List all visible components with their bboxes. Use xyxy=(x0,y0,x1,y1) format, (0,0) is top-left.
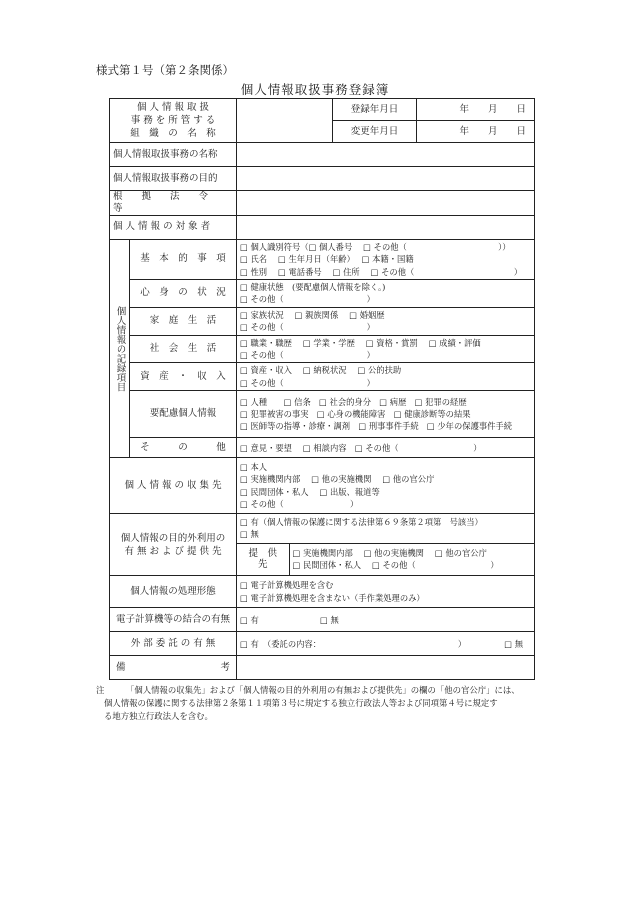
legal-basis-label: 根 拠 法 令 等 xyxy=(110,191,237,216)
external-use-label xyxy=(110,514,237,576)
processing-form-options[interactable] xyxy=(237,576,535,608)
computer-linkage-no[interactable]: □ 無 xyxy=(320,614,339,625)
collection-source-label: 個 人 情 報 の 収 集 先 xyxy=(110,458,237,514)
social-line-2[interactable]: □ その他（ ） xyxy=(240,350,375,360)
collection-source-line-1[interactable]: □ 本人 xyxy=(240,461,268,472)
page-title: 個人情報取扱事務登録簿 xyxy=(240,82,390,97)
purpose-label: 個人情報取扱事務の目的 xyxy=(110,167,237,191)
change-date-label: 変更年月日 xyxy=(333,121,417,143)
remarks-value[interactable] xyxy=(237,656,535,680)
sensitive-line-1[interactable]: □ 人種 □ 信条 □ 社会的身分 □ 病歴 □ 犯罪の経歴 xyxy=(240,396,467,407)
record-items-group-label xyxy=(110,239,130,457)
social-line-1[interactable]: □ 職業・職歴 □ 学業・学歴 □ 資格・賞罰 □ 成績・評価 xyxy=(240,337,481,348)
change-date-value[interactable]: 年 月 日 xyxy=(417,121,535,143)
provision-line-1[interactable]: □ 実施機関内部 □ 他の実施機関 □ 他の官公庁 xyxy=(292,548,487,559)
external-use-line-2[interactable]: □ 無 xyxy=(240,529,259,540)
collection-source-line-3[interactable]: □ 民間団体・私人 □ 出版、報道等 xyxy=(240,486,380,497)
footnote xyxy=(96,684,536,724)
organization-label xyxy=(110,99,237,143)
footnote-mark: 注 xyxy=(96,685,105,695)
external-use-yes-no[interactable] xyxy=(237,514,534,543)
subject-value[interactable] xyxy=(237,215,535,239)
external-use-label-line-2: 有 無 お よ び 提 供 先 xyxy=(124,545,222,557)
registration-table xyxy=(109,98,535,680)
registration-date-label: 登録年月日 xyxy=(333,99,417,121)
family-label: 家 庭 生 活 xyxy=(130,307,237,335)
assets-line-1[interactable]: □ 資産・収入 □ 納税状況 □ 公的扶助 xyxy=(240,365,402,376)
basic-items-line-3[interactable]: □ 性別 □ 電話番号 □ 住所 □ その他（ ） xyxy=(240,266,523,277)
organization-value[interactable] xyxy=(237,99,333,143)
footnote-line-2: 個人情報の保護に関する法律第２条第１１項第３号に規定する独立行政法人等および同項第４号に規定す xyxy=(104,698,498,709)
family-line-2[interactable]: □ その他（ ） xyxy=(240,322,375,333)
collection-source-line-2[interactable]: □ 実施機関内部 □ 他の実施機関 □ 他の官公庁 xyxy=(240,474,435,485)
social-label: 社 会 生 活 xyxy=(130,335,237,363)
legal-basis-value[interactable] xyxy=(237,191,535,216)
office-name-value[interactable] xyxy=(237,143,535,167)
registration-date-value[interactable]: 年 月 日 xyxy=(417,99,535,121)
record-items-group-text: 個人情報の記録項目 xyxy=(114,305,126,392)
social-options[interactable] xyxy=(237,335,535,363)
office-name-label: 個人情報取扱事務の名称 xyxy=(110,143,237,167)
processing-form-label: 個人情報の処理形態 xyxy=(110,576,237,608)
processing-form-line-2[interactable]: □ 電子計算機処理を含まない（手作業処理のみ） xyxy=(240,592,425,603)
assets-options[interactable] xyxy=(237,363,535,391)
computer-linkage-options[interactable] xyxy=(237,608,535,632)
mind-body-line-2[interactable]: □ その他（ ） xyxy=(240,294,375,305)
family-options[interactable] xyxy=(237,307,535,335)
provision-line-2[interactable]: □ 民間団体・私人 □ その他（ ） xyxy=(292,560,499,571)
remarks-label: 備 考 xyxy=(110,656,237,680)
collection-source-line-4[interactable]: □ その他（ ） xyxy=(240,499,359,510)
subject-label: 個 人 情 報 の 対 象 者 xyxy=(110,215,237,239)
sensitive-options[interactable] xyxy=(237,391,535,438)
sensitive-line-3[interactable]: □ 医師等の指導・診療・調剤 □ 刑事事件手続 □ 少年の保護事件手続 xyxy=(240,421,513,432)
outsourcing-label: 外 部 委 託 の 有 無 xyxy=(110,632,237,656)
other-items-label: そ の 他 xyxy=(130,438,237,458)
provision-options[interactable] xyxy=(289,543,534,575)
external-use-options[interactable] xyxy=(237,514,535,576)
processing-form-line-1[interactable]: □ 電子計算機処理を含む xyxy=(240,580,334,591)
basic-items-label: 基 本 的 事 項 xyxy=(130,239,237,279)
external-use-label-line-1: 個人情報の目的外利用の xyxy=(120,532,226,544)
outsourcing-options[interactable] xyxy=(237,632,535,656)
outsourcing-yes[interactable]: □ 有 （委託の内容： ） xyxy=(240,638,467,649)
footnote-line-3: る地方独立行政法人を含む。 xyxy=(104,711,213,722)
basic-items-line-2[interactable]: □ 氏名 □ 生年月日（年齢） □ 本籍・国籍 xyxy=(240,254,414,265)
sensitive-line-2[interactable]: □ 犯罪被害の事実 □ 心身の機能障害 □ 健康診断等の結果 xyxy=(240,409,471,420)
organization-label-line-2: 事 務 を 所 管 す る xyxy=(130,115,216,126)
other-items-options[interactable] xyxy=(237,438,535,458)
external-use-line-1[interactable]: □ 有（個人情報の保護に関する法律第６９条第２項第 号該当） xyxy=(240,517,483,528)
assets-label: 資 産 ・ 収 入 xyxy=(130,363,237,391)
provision-label: 提 供 先 xyxy=(237,543,289,575)
family-line-1[interactable]: □ 家族状況 □ 親族関係 □ 婚姻歴 xyxy=(240,309,385,320)
sensitive-label: 要配慮個人情報 xyxy=(130,391,237,438)
organization-label-line-1: 個 人 情 報 取 扱 xyxy=(136,102,210,113)
mind-body-label: 心 身 の 状 況 xyxy=(130,279,237,307)
basic-items-options[interactable] xyxy=(237,239,535,279)
basic-items-line-1[interactable]: □ 個人識別符号（□ 個人番号 □ その他（ ）） xyxy=(240,241,511,252)
organization-label-line-3: 組 織 の 名 称 xyxy=(130,128,216,139)
footnote-line-1: 「個人情報の収集先」および「個人情報の目的外利用の有無および提供先」の欄の「他の官公庁」には、 xyxy=(126,685,520,695)
outsourcing-no[interactable]: □ 無 xyxy=(504,638,524,649)
mind-body-options[interactable] xyxy=(237,279,535,307)
other-items-line-1[interactable]: □ 意見・要望 □ 相談内容 □ その他（ ） xyxy=(240,442,482,453)
external-use-inner-table xyxy=(237,514,534,575)
mind-body-line-1[interactable]: □ 健康状態 (要配慮個人情報を除く。) xyxy=(240,281,386,292)
form-number: 様式第１号（第２条関係） xyxy=(96,63,234,77)
collection-source-options[interactable] xyxy=(237,458,535,514)
computer-linkage-label: 電子計算機等の結合の有無 xyxy=(110,608,237,632)
computer-linkage-yes[interactable]: □ 有 xyxy=(240,614,259,625)
assets-line-2[interactable]: □ その他（ ） xyxy=(240,377,375,388)
purpose-value[interactable] xyxy=(237,167,535,191)
